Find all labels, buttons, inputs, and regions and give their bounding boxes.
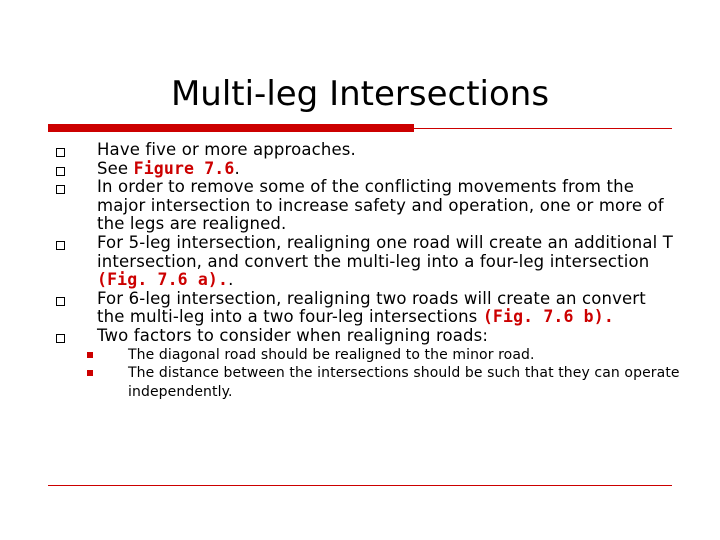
subbullet-text: The distance between the intersections should be such that they can operate independently. xyxy=(128,365,680,400)
hollow-square-icon xyxy=(56,241,65,250)
bullet-text xyxy=(97,290,677,327)
bullet-text xyxy=(97,141,677,160)
bullet-text xyxy=(97,160,677,179)
bullet-text-part: For 6-leg intersection, realigning two roads will create an convert the multi-leg into a two four-leg intersections xyxy=(97,288,646,327)
bullet-text-part: . xyxy=(234,158,240,178)
bullet-text xyxy=(97,178,677,234)
hollow-square-icon xyxy=(56,167,65,176)
bullet-item xyxy=(0,160,720,179)
bullet-item xyxy=(0,178,720,234)
bullet-item xyxy=(0,141,720,160)
bullet-text-part: Have five or more approaches. xyxy=(97,140,356,159)
hollow-square-icon xyxy=(56,297,65,306)
bullet-text-part: For 5-leg intersection, realigning one road will create an additional T intersection, and convert the multi-leg into a four-leg intersection xyxy=(97,232,673,271)
bullet-item xyxy=(0,327,720,346)
bullet-text xyxy=(97,234,677,290)
bullet-text xyxy=(97,327,677,346)
figure-reference: (Fig. 7.6 b). xyxy=(482,307,614,327)
bullet-text-part: In order to remove some of the conflicting movements from the major intersection to increase safety and operation, one or more of the legs are realigned. xyxy=(97,177,664,234)
slide-title: Multi-leg Intersections xyxy=(170,74,550,114)
figure-reference: (Fig. 7.6 a). xyxy=(97,270,229,290)
subbullet-item xyxy=(0,346,720,365)
bullet-item xyxy=(0,234,720,290)
title-accent-bar xyxy=(48,124,414,132)
bullet-text-part: See xyxy=(97,158,134,178)
hollow-square-icon xyxy=(56,148,65,157)
filled-square-icon xyxy=(87,352,93,358)
hollow-square-icon xyxy=(56,334,65,343)
bullet-text-part: . xyxy=(228,270,234,290)
subbullet-item xyxy=(0,364,720,401)
subbullet-text: The diagonal road should be realigned to the minor road. xyxy=(128,346,535,363)
filled-square-icon xyxy=(87,370,93,376)
figure-reference: Figure 7.6 xyxy=(133,158,235,178)
bullet-item xyxy=(0,290,720,327)
bullet-text-part: Two factors to consider when realigning roads: xyxy=(97,325,489,345)
footer-rule xyxy=(48,485,672,486)
bullet-list xyxy=(0,141,720,401)
hollow-square-icon xyxy=(56,185,65,194)
